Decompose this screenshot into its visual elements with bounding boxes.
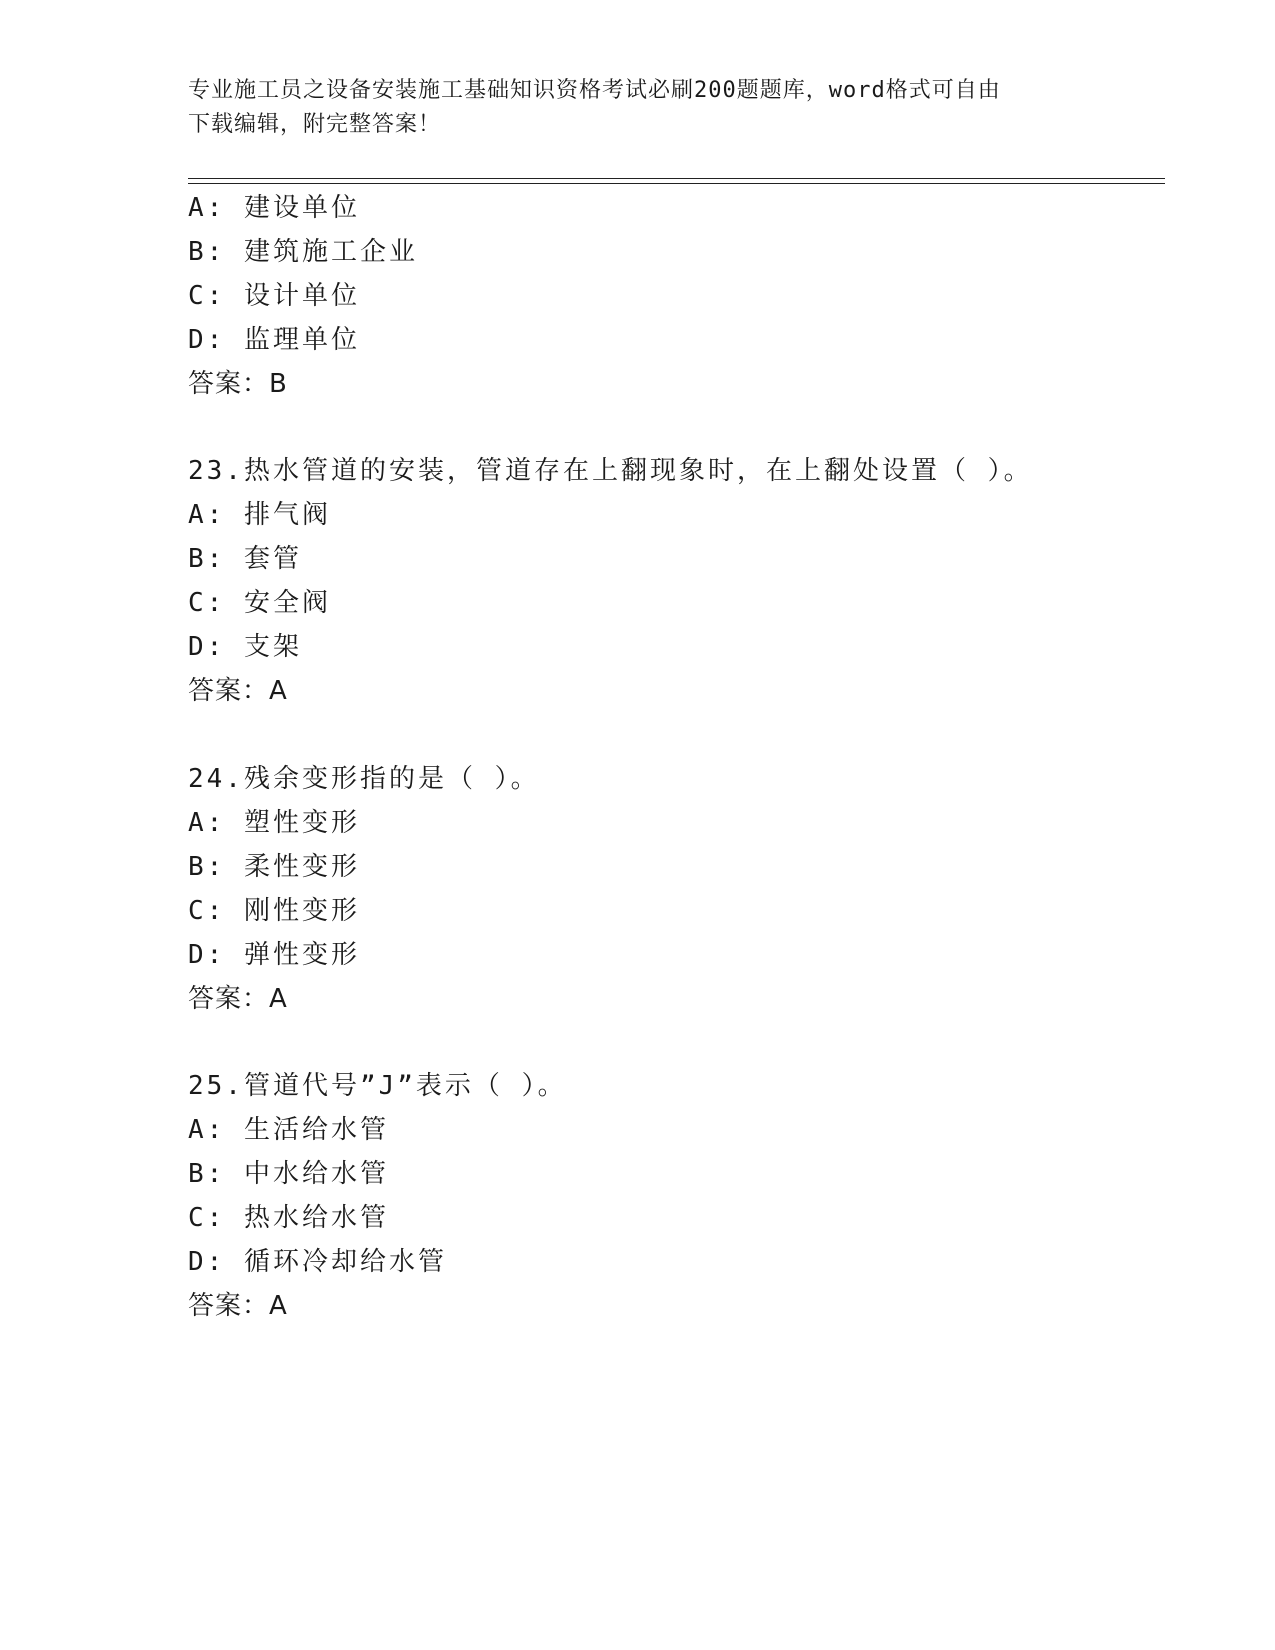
q23-option-a: A: 排气阀 — [188, 500, 331, 530]
q25-option-a: A: 生活给水管 — [188, 1115, 389, 1145]
header-line-2: 下载编辑，附完整答案！ — [188, 112, 442, 137]
q24-option-a: A: 塑性变形 — [188, 808, 360, 838]
q25-option-d: D: 循环冷却给水管 — [188, 1247, 447, 1277]
q24-option-d: D: 弹性变形 — [188, 940, 360, 970]
q25-option-c: C: 热水给水管 — [188, 1203, 389, 1233]
header-divider-bottom — [188, 183, 1165, 184]
q24-question: 24.残余变形指的是（ ）。 — [188, 764, 540, 794]
q23-option-c: C: 安全阀 — [188, 588, 331, 618]
q24-answer: 答案：A — [188, 984, 288, 1014]
q22-option-c: C: 设计单位 — [188, 281, 360, 311]
q25-option-b: B: 中水给水管 — [188, 1159, 389, 1189]
document-header — [188, 74, 1088, 142]
q23-answer: 答案：A — [188, 676, 288, 706]
q22-option-a: A: 建设单位 — [188, 193, 360, 223]
q22-option-b: B: 建筑施工企业 — [188, 237, 418, 267]
q25-answer: 答案：A — [188, 1291, 288, 1321]
q22-option-d: D: 监理单位 — [188, 325, 360, 355]
q23-question: 23.热水管道的安装，管道存在上翻现象时，在上翻处设置（ ）。 — [188, 456, 1033, 486]
q22-answer: 答案：B — [188, 369, 288, 399]
header-line-1: 专业施工员之设备安装施工基础知识资格考试必刷200题题库，word格式可自由 — [188, 78, 1001, 103]
q23-option-d: D: 支架 — [188, 632, 302, 662]
q24-option-c: C: 刚性变形 — [188, 896, 360, 926]
q23-option-b: B: 套管 — [188, 544, 302, 574]
q25-question: 25.管道代号”J”表示（ ）。 — [188, 1071, 567, 1101]
header-divider-top — [188, 178, 1165, 179]
q24-option-b: B: 柔性变形 — [188, 852, 360, 882]
